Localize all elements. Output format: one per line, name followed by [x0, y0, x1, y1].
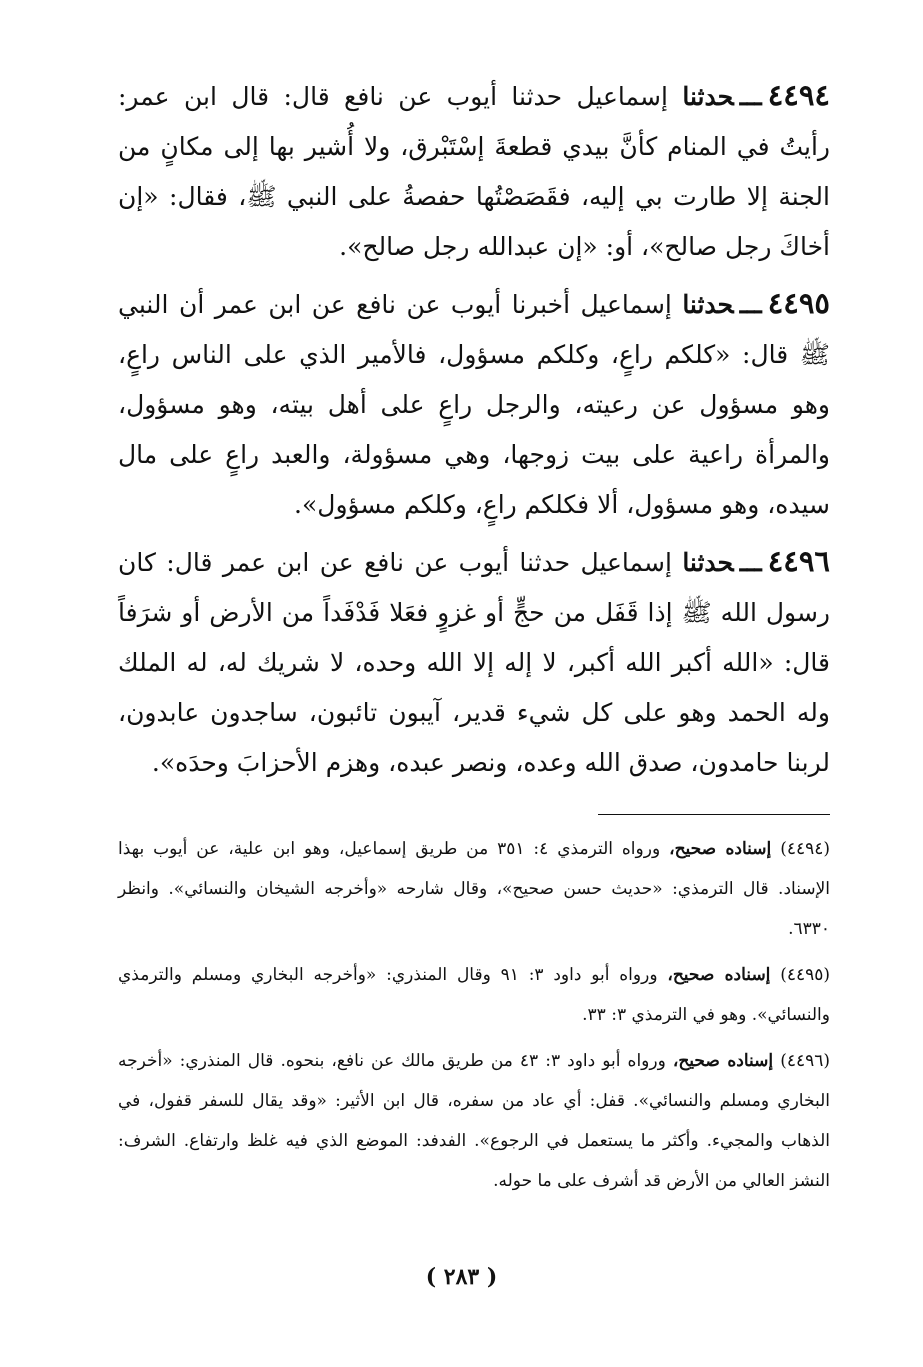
- hadith-number: ٤٤٩٦: [767, 544, 830, 578]
- footnote-divider: [598, 814, 830, 815]
- footnote-text: ورواه أبو داود ٣: ٩١ وقال المنذري: «وأخرجه البخاري ومسلم والترمذي والنسائي». وهو في الترمذي ٣: ٣٣.: [118, 965, 830, 1025]
- footnote-4494: [118, 829, 830, 949]
- footnote-ref: (٤٤٩٤): [780, 839, 830, 859]
- page-number: ( ٢٨٣ ): [425, 1264, 498, 1290]
- footnote-ref: (٤٤٩٥): [780, 965, 831, 985]
- hadith-keyword: حدثنا: [682, 82, 734, 111]
- footnote-4495: [118, 955, 830, 1035]
- hadith-keyword: حدثنا: [682, 548, 734, 577]
- footnote-4496: [118, 1041, 830, 1201]
- dash: ـــ: [739, 548, 762, 577]
- footnote-text: ورواه الترمذي ٤: ٣٥١ من طريق إسماعيل، وهو ابن علية، عن أيوب بهذا الإسناد. قال الترمذي: «حديث حسن صحيح»، وقال شارحه «وأخرجه الشيخان والنسائي». وانظر ٦٣٣٠.: [118, 839, 830, 939]
- page-body: [118, 70, 830, 1207]
- hadith-4496: [118, 536, 830, 788]
- footnote-lead: إسناده صحيح،: [667, 965, 771, 985]
- dash: ـــ: [739, 82, 762, 111]
- footnote-text: ورواه أبو داود ٣: ٤٣ من طريق مالك عن نافع، بنحوه. قال المنذري: «أخرجه البخاري ومسلم والنسائي». قفل: أي عاد من سفره، قال ابن الأثير: «وقد يقال للسفر قفول، في الذهاب والمجيء. وأكثر ما يستعمل في الرجوع». الفدفد: الموضع الذي فيه غلظ وارتفاع. الشرف: النشز العالي من الأرض قد أشرف على ما حوله.: [118, 1051, 830, 1191]
- hadith-text: إسماعيل أخبرنا أيوب عن نافع عن ابن عمر أن النبي ﷺ قال: «كلكم راعٍ، وكلكم مسؤول، فالأمير الذي على الناس راعٍ، وهو مسؤول عن رعيته، والرجل راعٍ على أهل بيته، وهو مسؤول، والمرأة راعية على بيت زوجها، وهي مسؤولة، والعبد راعٍ على مال سيده، وهو مسؤول، ألا فكلكم راعٍ، وكلكم مسؤول».: [118, 290, 830, 519]
- hadith-number: ٤٤٩٥: [767, 286, 830, 320]
- footnote-lead: إسناده صحيح،: [669, 839, 772, 859]
- hadith-text: إسماعيل حدثنا أيوب عن نافع عن ابن عمر قال: كان رسول الله ﷺ إذا قَفَل من حجٍّ أو غزوٍ فعَلا فَدْفَداً من الأرض أو شرَفاً قال: «الله أكبر الله أكبر، لا إله إلا الله وحده، لا شريك له، له الملك وله الحمد وهو على كل شيء قدير، آيبون تائبون، ساجدون عابدون، لربنا حامدون، صدق الله وعده، ونصر عبده، وهزم الأحزابَ وحدَه».: [118, 548, 830, 777]
- footnote-lead: إسناده صحيح،: [672, 1051, 774, 1071]
- dash: ـــ: [739, 290, 762, 319]
- hadith-keyword: حدثنا: [682, 290, 734, 319]
- hadith-4495: [118, 278, 830, 530]
- footnote-ref: (٤٤٩٦): [780, 1051, 831, 1071]
- hadith-4494: [118, 70, 830, 272]
- hadith-text: إسماعيل حدثنا أيوب عن نافع قال: قال ابن عمر: رأيتُ في المنام كأنَّ بيدي قطعةَ إسْتَبْرق، ولا أُشير بها إلى مكانٍ من الجنة إلا طارت بي إليه، فقَصَصْتُها حفصةُ على النبي ﷺ، فقال: «إن أخاكَ رجل صالح»، أو: «إن عبدالله رجل صالح».: [118, 82, 830, 261]
- hadith-number: ٤٤٩٤: [767, 78, 831, 112]
